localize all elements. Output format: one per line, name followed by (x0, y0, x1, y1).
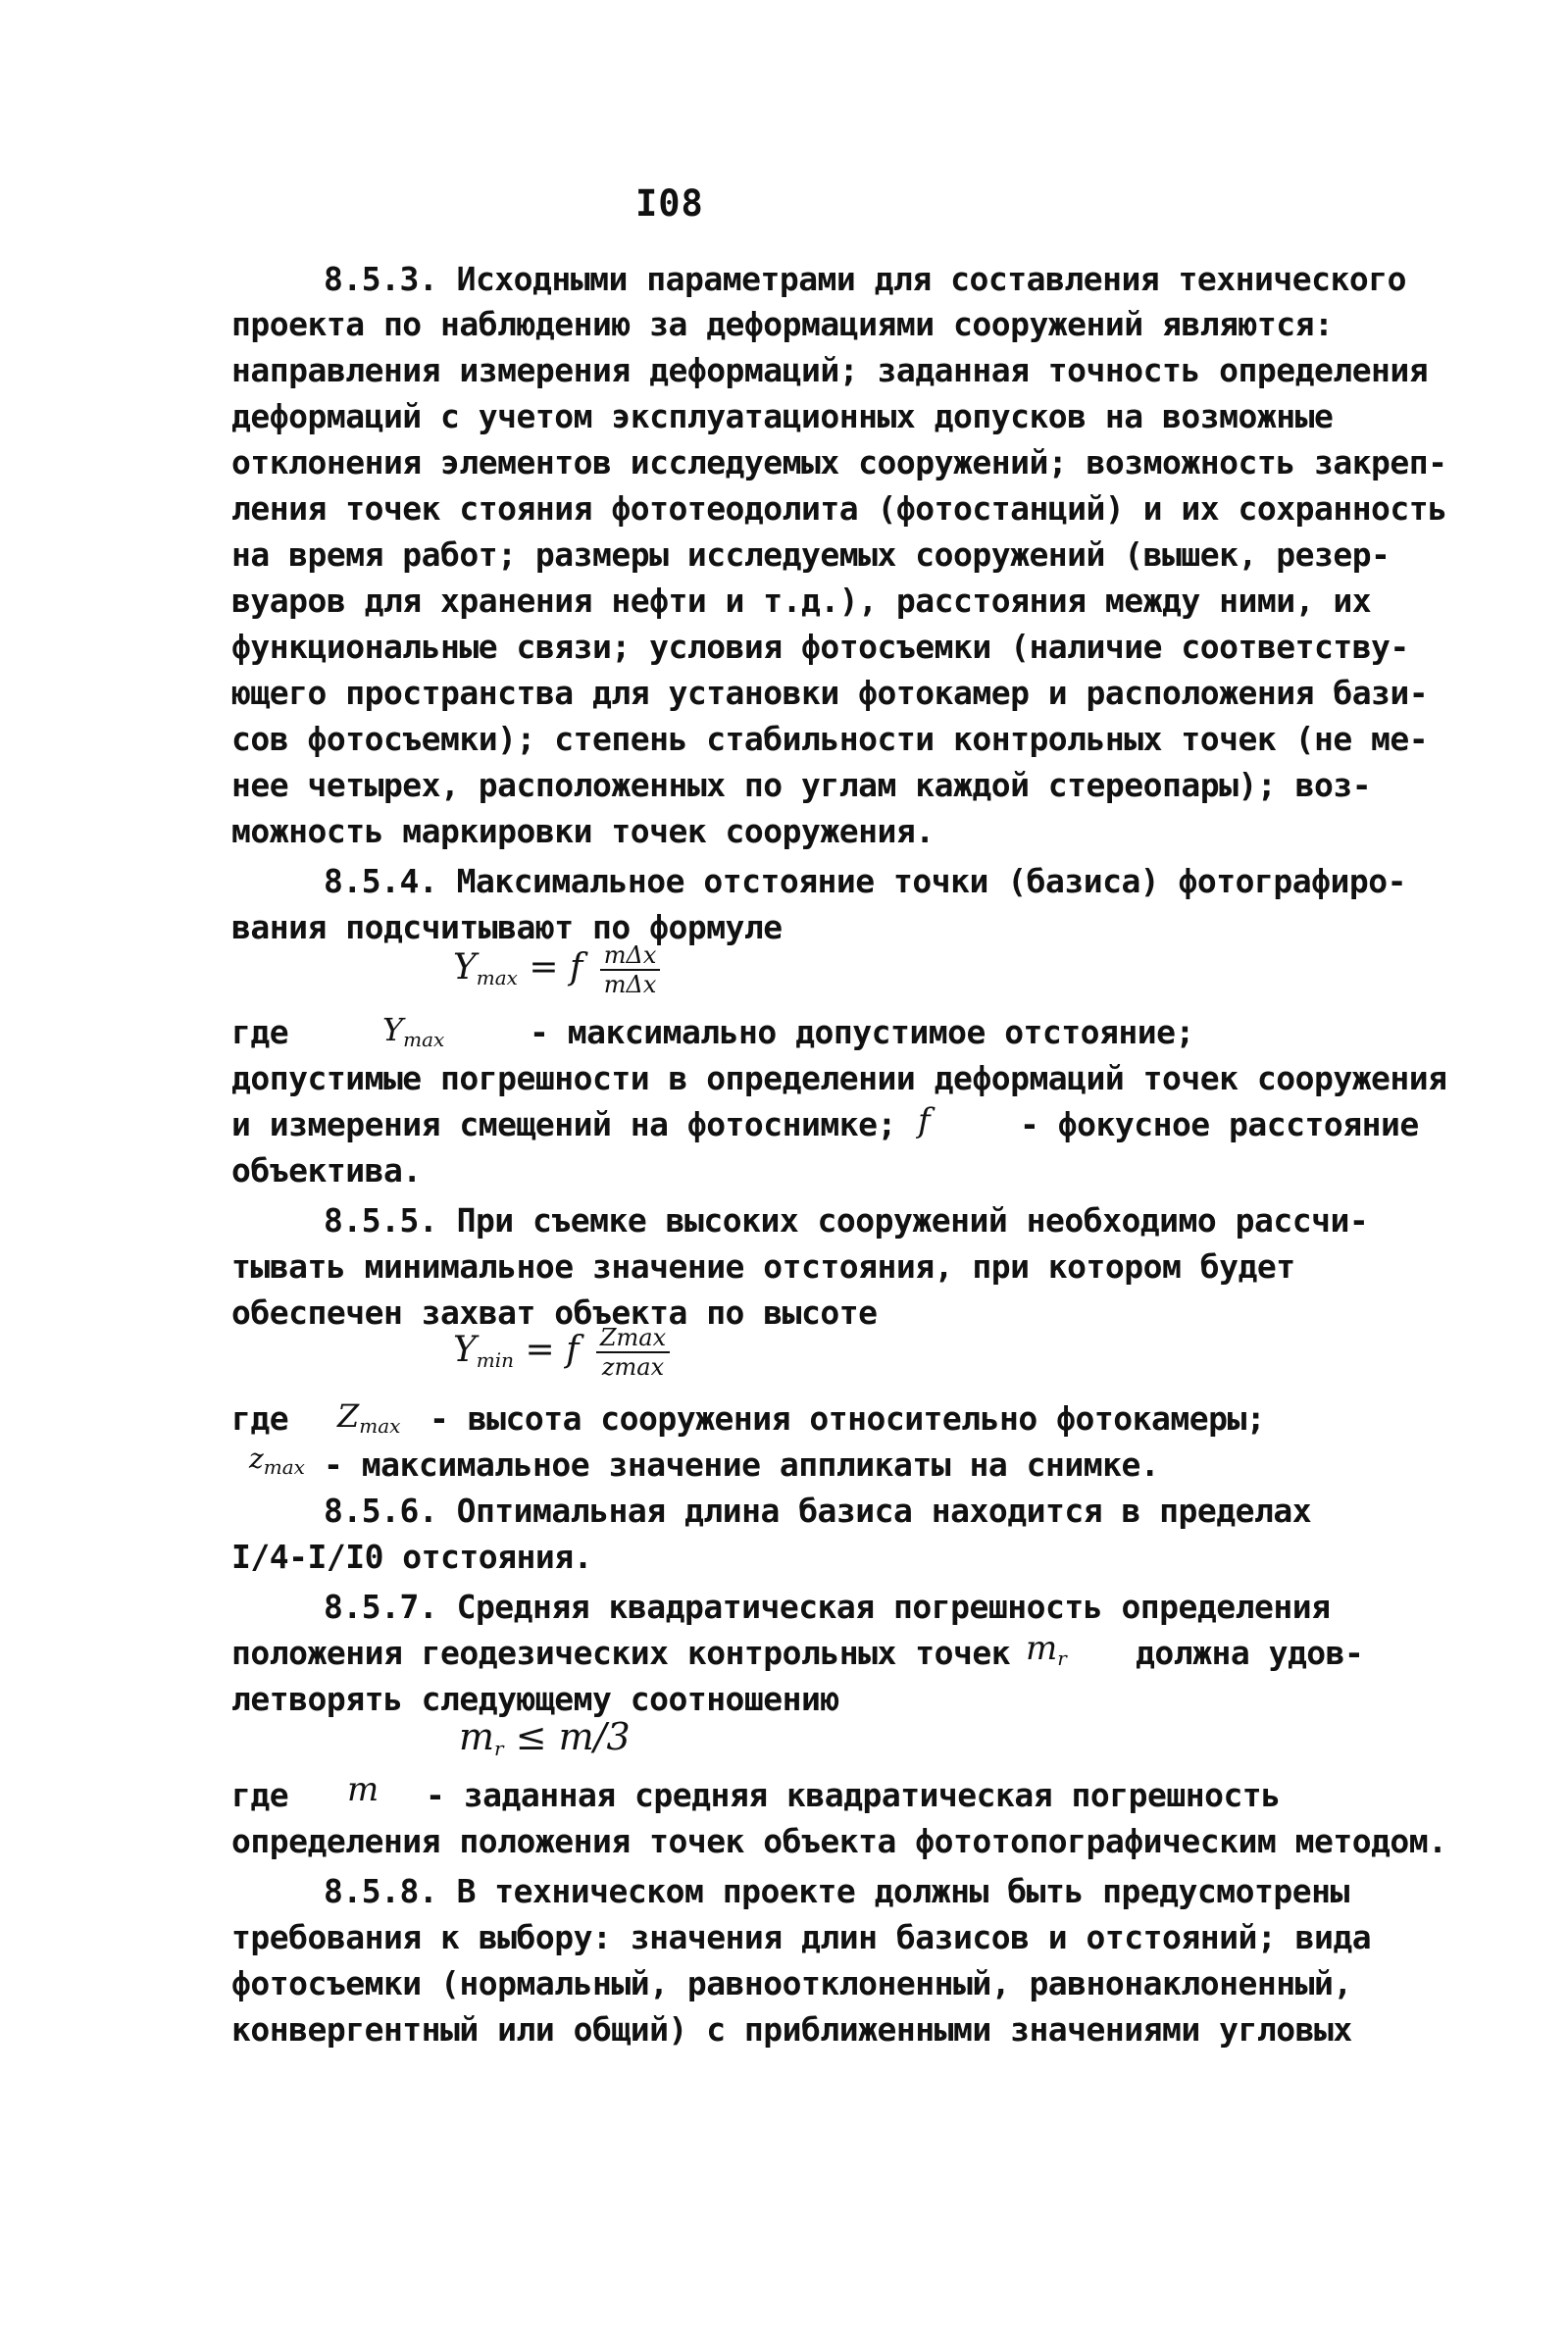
text-line: можность маркировки точек сооружения. (231, 812, 935, 850)
text-line: должна удов- (1136, 1634, 1364, 1672)
formula-ymax: $Y_{max} = f$ $\frac{\text{mΔx}}{\text{mΔx}}$ (453, 943, 660, 996)
text-line: деформаций с учетом эксплуатационных допусков на возможные (231, 397, 1334, 435)
text-line: ления точек стояния фототеодолита (фотостанций) и их сохранность (231, 489, 1447, 528)
ymax-symbol: $Y_{max}$ (382, 1011, 445, 1051)
formula-ymin: $Y_{min} = f$ $\frac{Zmax}{zmax}$ (453, 1326, 670, 1379)
text-line: нее четырех, расположенных по углам каждой стереопары); воз- (231, 766, 1372, 804)
text-line: направления измерения деформаций; заданная точность определения (231, 351, 1429, 389)
text-line: I/4-I/I0 отстояния. (231, 1538, 592, 1576)
text-line: сов фотосъемки); степень стабильности контрольных точек (не ме- (231, 720, 1429, 758)
text-line: - максимально допустимое отстояние; (530, 1013, 1194, 1051)
text-line: тывать минимальное значение отстояния, при котором будет (231, 1247, 1295, 1286)
text-line: 8.5.8. В техническом проекте должны быть предусмотрены (324, 1872, 1349, 1910)
text-line: 8.5.6. Оптимальная длина базиса находится в пределах (324, 1492, 1312, 1530)
text-line: ющего пространства для установки фотокамер и расположения бази- (231, 674, 1429, 712)
text-line: фотосъемки (нормальный, равноотклоненный, равнонаклоненный, (231, 1964, 1352, 2002)
text-line: положения геодезических контрольных точек (231, 1634, 1011, 1672)
text-line: и измерения смещений на фотоснимке; (231, 1105, 896, 1143)
text-line: вания подсчитывают по формуле (231, 908, 783, 946)
text-line: где (231, 1399, 289, 1438)
text-line: 8.5.4. Максимальное отстояние точки (базиса) фотографиро- (324, 862, 1406, 900)
formula-mr-ineq: $m_r \le m/3$ (459, 1715, 631, 1760)
text-line: определения положения точек объекта фототопографическим методом. (231, 1822, 1447, 1860)
text-line: где (231, 1776, 289, 1814)
text-line: функциональные связи; условия фотосъемки (наличие соответству- (231, 628, 1409, 666)
text-line: допустимые погрешности в определении деформаций точек сооружения (231, 1059, 1447, 1097)
mr-symbol: $m_r$ (1026, 1629, 1067, 1670)
text-line: 8.5.3. Исходными параметрами для составления технического (324, 260, 1406, 298)
text-line: конвергентный или общий) с приближенными значениями угловых (231, 2010, 1352, 2049)
text-line: вуаров для хранения нефти и т.д.), расстояния между ними, их (231, 582, 1372, 620)
f-symbol: f (918, 1101, 931, 1140)
text-line: - максимальное значение аппликаты на снимке. (324, 1445, 1160, 1484)
text-line: объектива. (231, 1151, 422, 1190)
page-number: I08 (635, 182, 704, 225)
text-line: 8.5.7. Средняя квадратическая погрешность определения (324, 1588, 1331, 1626)
text-line: 8.5.5. При съемке высоких сооружений необходимо рассчи- (324, 1201, 1369, 1240)
text-line: требования к выбору: значения длин базисов и отстояний; вида (231, 1918, 1372, 1956)
text-line: обеспечен захват объекта по высоте (231, 1293, 878, 1332)
zmax-small-symbol: $z_{max}$ (249, 1443, 305, 1479)
text-line: где (231, 1013, 289, 1051)
text-line: проекта по наблюдению за деформациями сооружений являются: (231, 305, 1334, 343)
text-line: - высота сооружения относительно фотокамеры; (430, 1399, 1266, 1438)
m-symbol: m (347, 1770, 379, 1809)
text-line: - заданная средняя квадратическая погрешность (426, 1776, 1281, 1814)
text-line: - фокусное расстояние (1020, 1105, 1419, 1143)
text-line: на время работ; размеры исследуемых сооружений (вышек, резер- (231, 535, 1391, 574)
zmax-symbol: $Z_{max}$ (337, 1397, 401, 1438)
text-line: отклонения элементов исследуемых сооружений; возможность закреп- (231, 443, 1447, 481)
text-line: летворять следующему соотношению (231, 1680, 839, 1718)
